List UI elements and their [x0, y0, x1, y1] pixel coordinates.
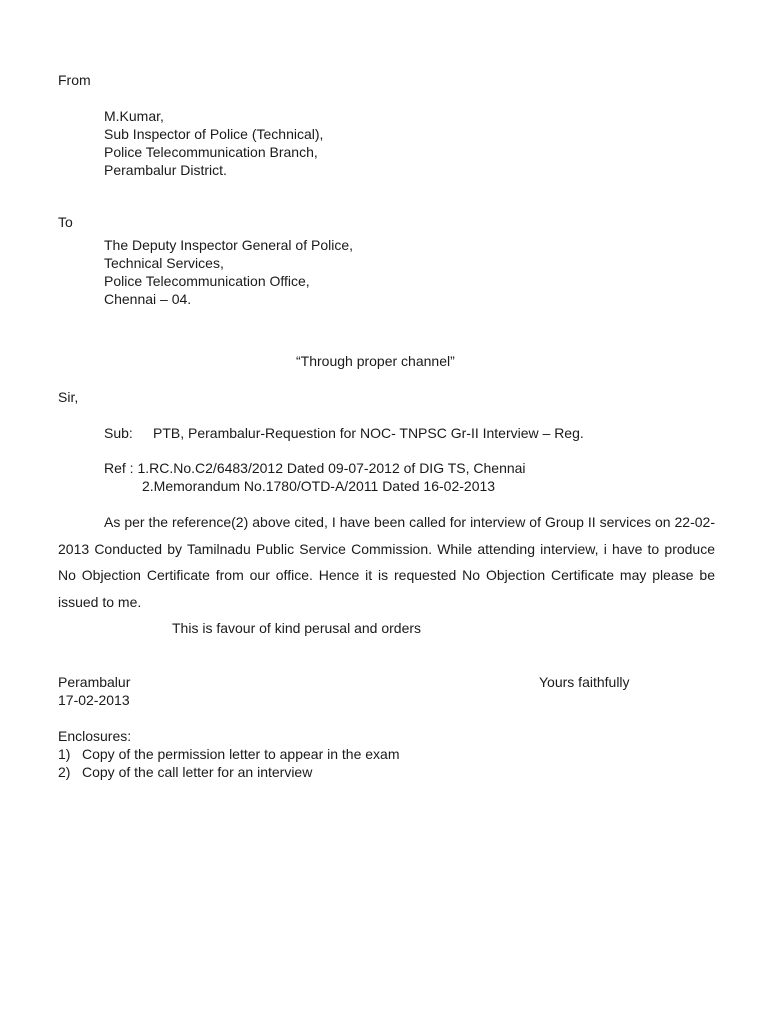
date: 17-02-2013	[58, 692, 130, 708]
to-office: Police Telecommunication Office,	[104, 273, 310, 289]
to-city: Chennai – 04.	[104, 291, 192, 307]
enclosure-number: 1)	[58, 746, 71, 762]
salutation: Sir,	[58, 389, 79, 405]
enclosure-text: Copy of the call letter for an interview	[82, 764, 313, 780]
signoff: Yours faithfully	[539, 674, 630, 690]
subject-text: PTB, Perambalur-Requestion for NOC- TNPSC Gr-II Interview – Reg.	[153, 425, 584, 441]
body-paragraph	[58, 509, 715, 615]
from-branch: Police Telecommunication Branch,	[104, 144, 318, 160]
channel-note: “Through proper channel”	[296, 353, 455, 369]
to-label: To	[58, 214, 73, 230]
from-designation: Sub Inspector of Police (Technical),	[104, 126, 324, 142]
from-name: M.Kumar,	[104, 108, 164, 124]
closing-line: This is favour of kind perusal and orders	[172, 620, 422, 636]
body-text: As per the reference(2) above cited, I have been called for interview of Group II services on 22-02-2013 Conducted by Tamilnadu Public Service Commission. While attending interview, i have to produce No Objection Certificate from our office. Hence it is requested No Objection Certificate may please be issued to me.	[58, 514, 715, 610]
from-district: Perambalur District.	[104, 162, 227, 178]
from-label: From	[58, 72, 91, 88]
to-recipient: The Deputy Inspector General of Police,	[104, 237, 354, 253]
to-department: Technical Services,	[104, 255, 224, 271]
enclosure-item	[58, 745, 400, 763]
enclosures-label: Enclosures:	[58, 728, 132, 744]
reference-2: 2.Memorandum No.1780/OTD-A/2011 Dated 16-02-2013	[142, 478, 496, 494]
enclosure-text: Copy of the permission letter to appear in the exam	[82, 746, 400, 762]
enclosure-item	[58, 763, 312, 781]
enclosure-number: 2)	[58, 764, 71, 780]
subject-label: Sub:	[104, 425, 133, 441]
reference-1: Ref : 1.RC.No.C2/6483/2012 Dated 09-07-2012 of DIG TS, Chennai	[104, 460, 526, 476]
place: Perambalur	[58, 674, 131, 690]
